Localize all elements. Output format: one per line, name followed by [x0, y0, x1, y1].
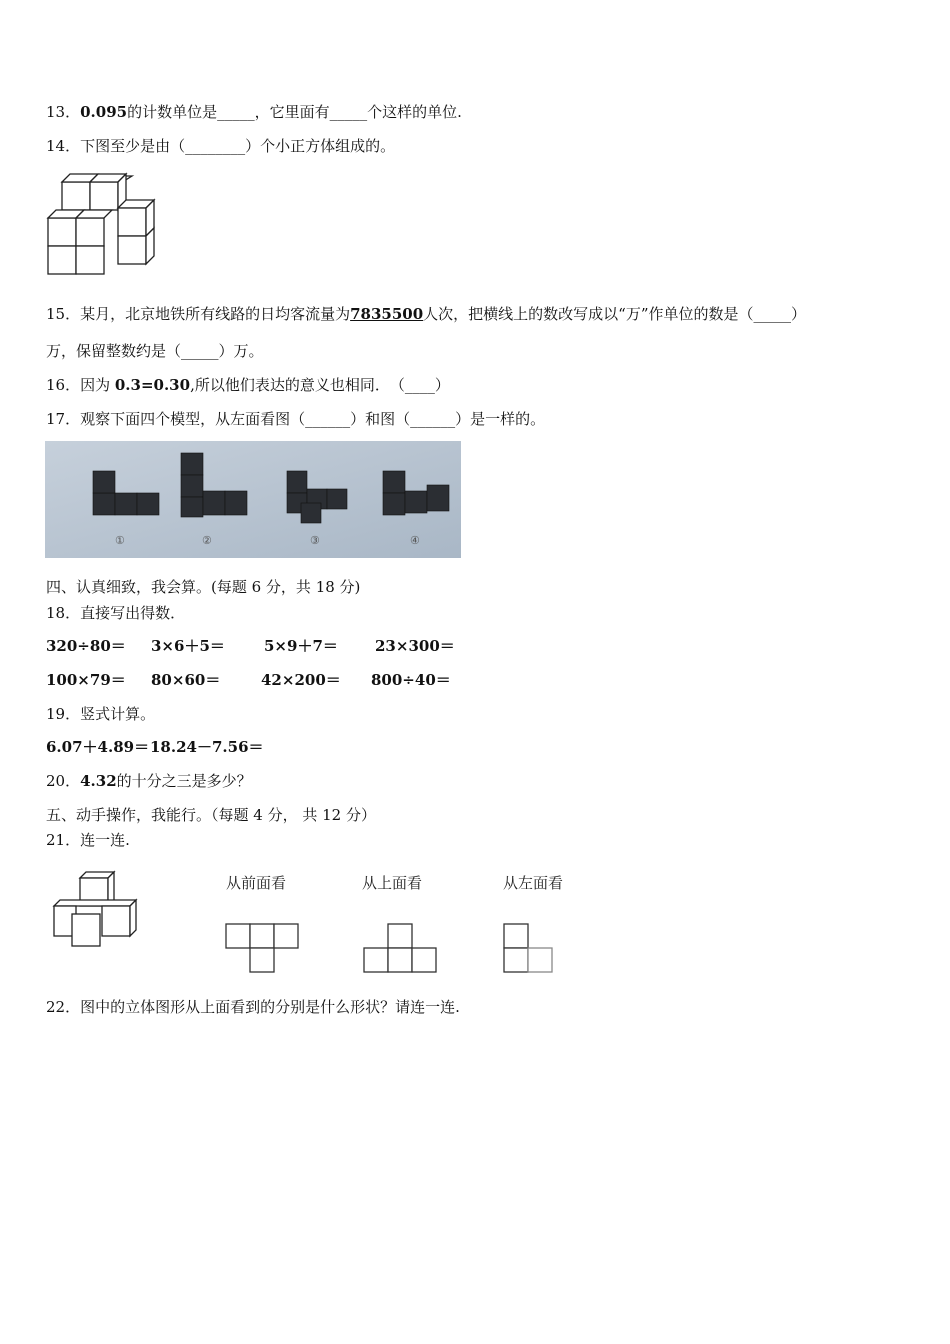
calc-item: 23×300＝ — [375, 637, 455, 655]
decimal-value: 0.095 — [80, 103, 128, 121]
question-20 — [46, 771, 252, 791]
calc-item: 320÷80＝ — [46, 637, 126, 655]
question-15 — [46, 304, 806, 324]
models-drawing — [45, 441, 461, 558]
underlined-number: 7835500 — [350, 305, 424, 323]
question-14: 14．下图至少是由（________）个小正方体组成的。 — [46, 137, 396, 155]
question-19: 19．竖式计算。 — [46, 705, 156, 723]
calc-item: 100×79＝ — [46, 671, 126, 689]
calc-item: 3×6＋5＝ — [151, 637, 225, 655]
top-view-shape — [362, 922, 440, 976]
question-15-line-2: 万，保留整数约是（_____）万。 — [46, 342, 264, 360]
model-label-3: ③ — [310, 534, 320, 547]
four-models-photo — [45, 441, 461, 558]
decimal-value: 4.32 — [80, 772, 117, 790]
question-16 — [46, 375, 450, 395]
answer-blank[interactable]: _____ — [329, 103, 368, 121]
section-5-heading: 五、动手操作，我能行。（每题 4 分， 共 12 分） — [46, 806, 376, 824]
cube-stack-figure — [46, 170, 164, 278]
model-label-1: ① — [115, 534, 125, 547]
question-text: 16．因为 — [46, 376, 115, 394]
question-22: 22．图中的立体图形从上面看到的分别是什么形状？请连一连. — [46, 998, 460, 1016]
calc-item: 18.24－7.56＝ — [150, 738, 264, 756]
view-label-left: 从左面看 — [503, 874, 564, 892]
calc-item: 80×60＝ — [151, 671, 221, 689]
question-13 — [46, 102, 462, 122]
question-text: 个这样的单位. — [367, 103, 462, 121]
calc-item: 5×9＋7＝ — [264, 637, 338, 655]
answer-blank[interactable]: _____ — [217, 103, 255, 121]
solid-figure — [50, 870, 145, 950]
calc-item: 42×200＝ — [261, 671, 341, 689]
question-number: 20． — [46, 772, 81, 790]
question-21: 21．连一连. — [46, 831, 130, 849]
question-text: 人次，把横线上的数改写成以“万”作单位的数是（_____） — [423, 305, 807, 323]
front-view-shape — [224, 922, 302, 976]
question-number: 15． — [46, 305, 81, 323]
model-label-4: ④ — [410, 534, 420, 547]
calc-item: 800÷40＝ — [371, 671, 451, 689]
question-number: 13． — [46, 103, 81, 121]
question-text: 的十分之三是多少？ — [116, 772, 252, 790]
question-18: 18．直接写出得数． — [46, 604, 186, 622]
view-label-top: 从上面看 — [362, 874, 423, 892]
left-view-shape — [502, 922, 558, 978]
question-text: 的计数单位是 — [127, 103, 218, 121]
model-label-2: ② — [202, 534, 212, 547]
question-text: ,所以他们表达的意义也相同． （____） — [190, 376, 450, 394]
question-text: 某月，北京地铁所有线路的日均客流量为 — [80, 305, 351, 323]
section-4-heading: 四、认真细致，我会算。(每题 6 分，共 18 分) — [46, 578, 361, 596]
calc-item: 6.07＋4.89＝ — [46, 738, 150, 756]
equation: 0.3=0.30 — [114, 376, 191, 394]
question-17: 17．观察下面四个模型，从左面看图（______）和图（______）是一样的。 — [46, 410, 546, 428]
question-text: ，它里面有 — [254, 103, 330, 121]
view-label-front: 从前面看 — [226, 874, 287, 892]
